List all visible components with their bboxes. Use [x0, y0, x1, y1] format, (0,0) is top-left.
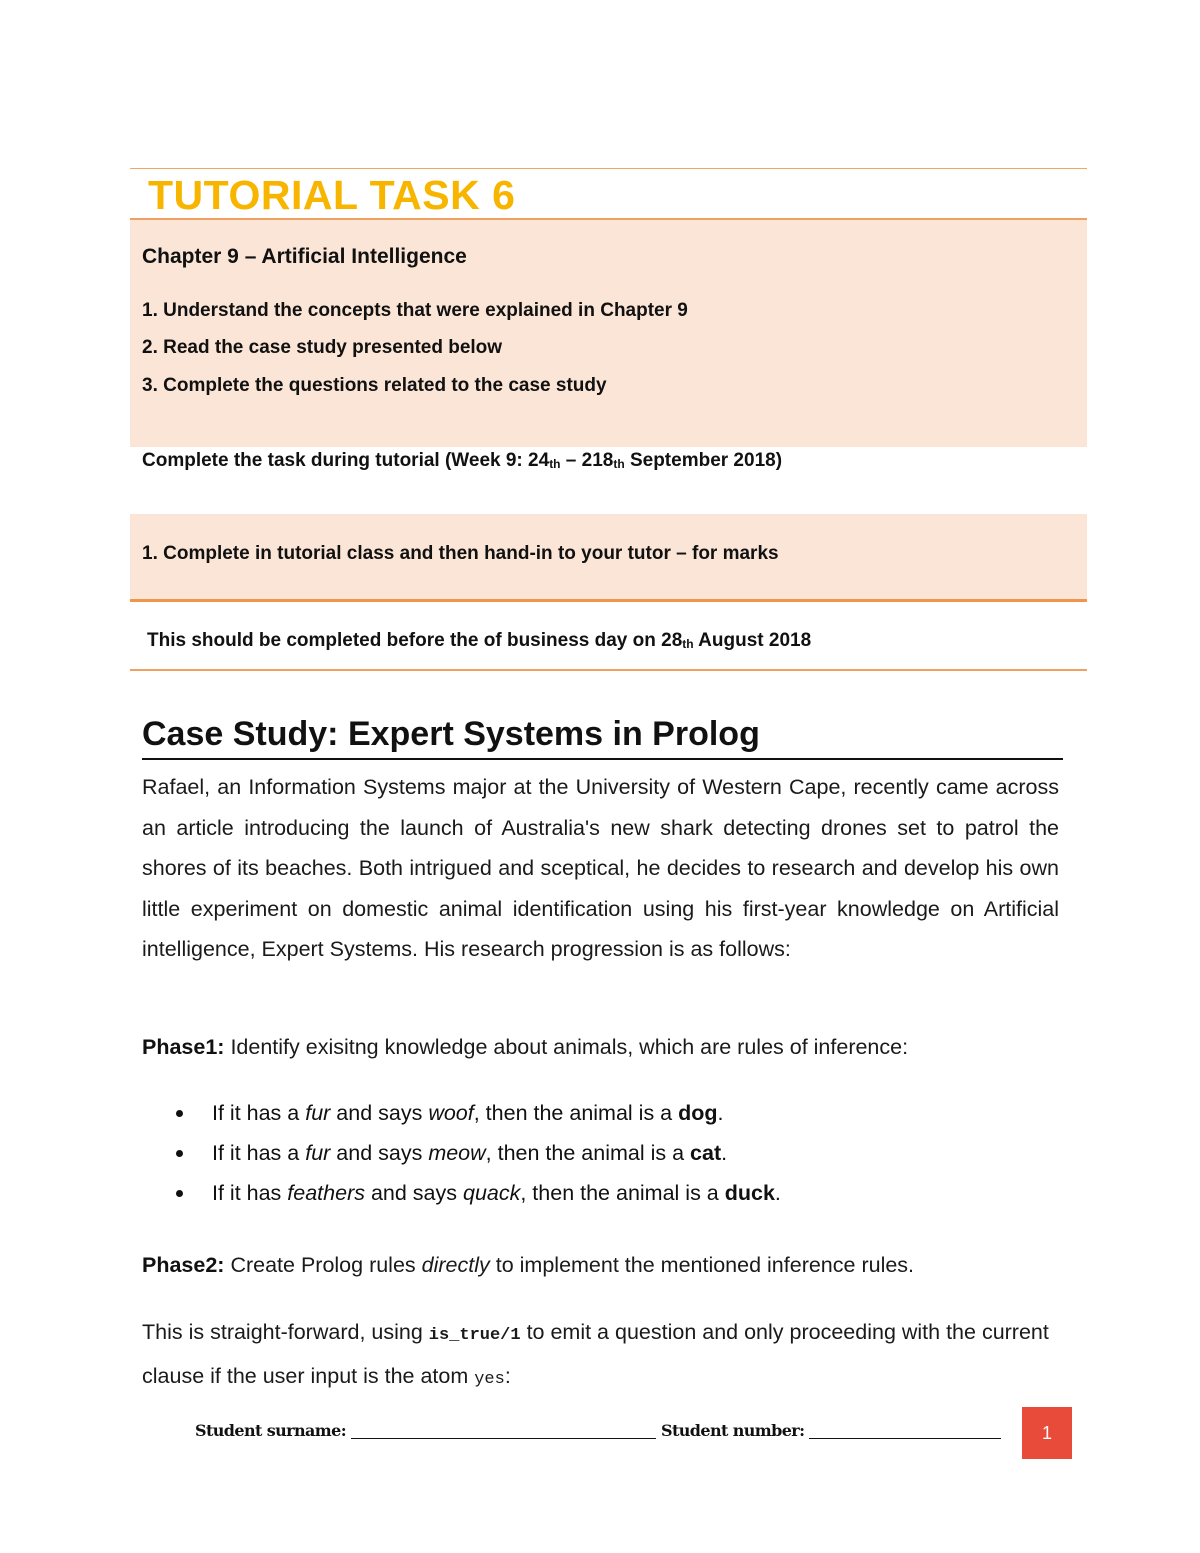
step-item: 2. Read the case study presented below [142, 337, 503, 358]
bullet-icon [176, 1110, 183, 1117]
step-item: 3. Complete the questions related to the case study [142, 375, 607, 396]
inference-rules-list [142, 1093, 781, 1213]
bullet-icon [176, 1150, 183, 1157]
phase1-line: Phase1: Identify exisitng knowledge about animals, which are rules of inference: [142, 1035, 909, 1059]
footer [195, 1421, 1001, 1440]
code-is-true: is_true/1 [428, 1326, 521, 1345]
handin-instruction: 1. Complete in tutorial class and then hand-in to your tutor – for marks [142, 543, 779, 564]
page-title: TUTORIAL TASK 6 [148, 172, 516, 218]
list-item: If it has feathers and says quack, then the animal is a duck. [142, 1173, 781, 1213]
top-rule [130, 168, 1087, 169]
list-item: If it has a fur and says meow, then the animal is a cat. [142, 1133, 781, 1173]
code-yes: yes [474, 1370, 505, 1389]
student-number-field[interactable] [809, 1424, 1001, 1439]
prolog-explanation: This is straight-forward, using is_true/1 to emit a question and only proceeding with the current clause if the user input is the atom yes: [142, 1320, 1049, 1389]
deadline-line: This should be completed before the of business day on $28_{th}$ August 2018 [147, 630, 812, 651]
complete-task-line: Complete the task during tutorial (Week 9: $24_{th} - 218_{th}$ September 2018) [142, 450, 783, 471]
deadline-rule [130, 669, 1087, 671]
student-number-label: Student number: [661, 1421, 805, 1440]
case-study-intro: Rafael, an Information Systems major at the University of Western Cape, recently came across an article introducing the launch of Australia's new shark detecting drones set to patrol the shores of its beaches. Both intrigued and sceptical, he decides to research and develop his own little experiment on domestic animal identification using his first-year knowledge on Artificial intelligence, Expert Systems. His research progression is as follows: [142, 775, 1059, 961]
phase2-line: Phase2: Create Prolog rules directly to implement the mentioned inference rules. [142, 1253, 915, 1277]
bullet-icon [176, 1190, 183, 1197]
chapter-heading: Chapter 9 – Artificial Intelligence [142, 245, 467, 268]
step-item: 1. Understand the concepts that were explained in Chapter 9 [142, 300, 688, 321]
page-number-badge: 1 [1022, 1407, 1072, 1459]
surname-label: Student surname: [195, 1421, 347, 1440]
list-item: If it has a fur and says woof, then the animal is a dog. [142, 1093, 781, 1133]
surname-field[interactable] [351, 1424, 656, 1439]
case-study-title: Case Study: Expert Systems in Prolog [142, 715, 1063, 760]
handin-rule [130, 599, 1087, 602]
